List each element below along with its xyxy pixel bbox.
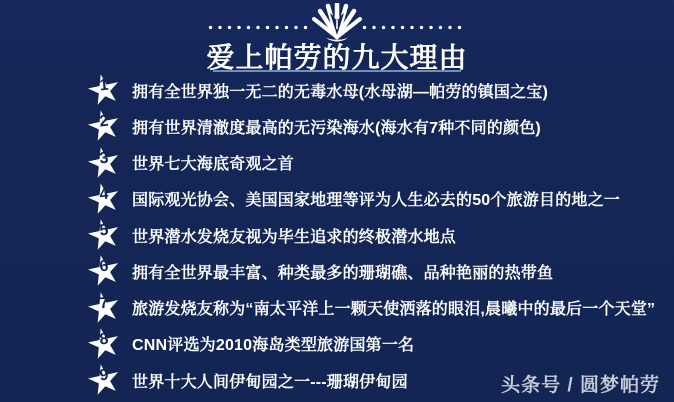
star-number-badge	[88, 364, 120, 396]
item-text: 世界十大人间伊甸园之一---珊瑚伊甸园	[132, 373, 408, 391]
item-text: 拥有全世界独一无二的无毒水母(水母湖—帕劳的镇国之宝)	[132, 83, 549, 101]
item-text: 世界潜水发烧友视为毕生追求的终极潜水地点	[132, 228, 457, 246]
list-item	[0, 110, 674, 142]
item-text: 拥有全世界最丰富、种类最多的珊瑚礁、品种艳丽的热带鱼	[132, 264, 554, 282]
item-number: 6	[98, 257, 110, 276]
dotted-line-left	[208, 25, 312, 30]
star-number-badge	[88, 147, 120, 179]
list-item	[0, 219, 674, 251]
item-text: CNN评选为2010海岛类型旅游国第一名	[132, 337, 415, 355]
item-number: 7	[98, 294, 110, 312]
star-number-badge	[88, 74, 120, 106]
list-item	[0, 183, 674, 215]
list-item	[0, 74, 674, 106]
star-number-badge	[88, 183, 120, 215]
item-text: 拥有世界清澈度最高的无污染海水(海水有7种不同的颜色)	[132, 119, 541, 137]
list-item	[0, 292, 674, 324]
item-number: 9	[98, 366, 110, 385]
star-number-badge	[88, 255, 120, 287]
star-number-badge	[88, 328, 120, 360]
star-number-badge	[88, 110, 120, 142]
item-number: 4	[98, 185, 110, 204]
star-number-badge	[88, 292, 120, 324]
star-number-badge	[88, 219, 120, 251]
watermark: 头条号 / 圆梦帕劳	[501, 375, 660, 396]
list-item	[0, 255, 674, 287]
item-number: 8	[98, 330, 110, 349]
item-text: 旅游发烧友称为“南太平洋上一颗天使洒落的眼泪,晨曦中的最后一个天堂”	[132, 301, 656, 318]
dotted-line-right	[362, 25, 466, 30]
list-item	[0, 328, 674, 360]
page-title: 爱上帕劳的九大理由	[206, 42, 468, 73]
reasons-list	[0, 74, 674, 396]
list-item	[0, 147, 674, 179]
item-text: 国际观光协会、美国国家地理等评为人生必去的50个旅游目的地之一	[132, 192, 620, 210]
item-number: 3	[98, 149, 110, 167]
item-number: 5	[98, 221, 110, 240]
title-underline	[213, 70, 461, 72]
item-number: 2	[98, 112, 110, 131]
item-text: 世界七大海底奇观之首	[132, 156, 295, 173]
item-number: 1	[98, 76, 110, 95]
